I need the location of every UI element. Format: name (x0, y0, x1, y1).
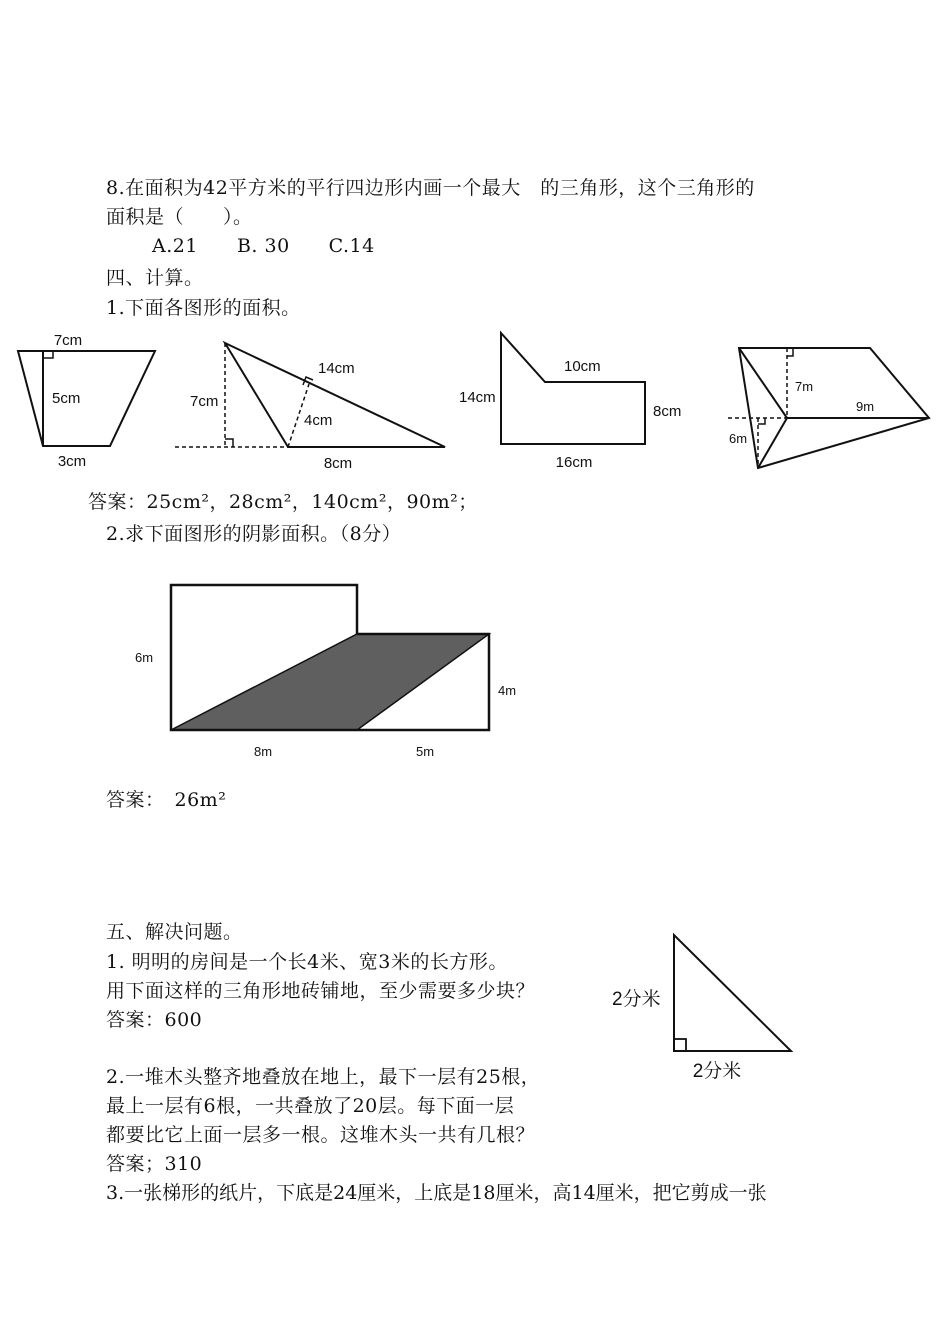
fig-d-base-label: 9m (856, 399, 875, 414)
quadrilateral-figure (728, 348, 929, 468)
fig-a-height-label: 5cm (52, 390, 81, 407)
s5-q3-line1: 3.一张梯形的纸片，下底是24厘米，上底是18厘米，高14厘米，把它剪成一张 (106, 1182, 767, 1204)
fig-c-top-label: 10cm (564, 358, 601, 375)
q2-answer: 答案： 26m² (106, 789, 227, 811)
fig-c-left-label: 14cm (459, 389, 496, 406)
area-figures (0, 325, 950, 475)
fig-b-height-label: 7cm (190, 393, 219, 410)
section4-heading: 四、计算。 (106, 267, 204, 289)
pentagon-figure (459, 333, 681, 471)
shade-right-label: 4m (498, 683, 517, 698)
fig-b-base-label: 8cm (323, 455, 353, 472)
s5-q1-line1: 1. 明明的房间是一个长4米、宽3米的长方形。 (106, 951, 508, 973)
triangle-tile-figure (600, 920, 820, 1090)
s5-q1-line2: 用下面这样的三角形地砖铺地，至少需要多少块？ (106, 980, 536, 1002)
tile-side-label: 2分米 (612, 989, 661, 1010)
s5-q1-answer: 答案：600 (106, 1009, 203, 1031)
fig-d-h2-label: 6m (729, 431, 748, 446)
q1-answer: 答案：25cm²，28cm²，140cm²，90m²； (88, 491, 478, 513)
fig-d-h1-label: 7m (795, 379, 814, 394)
q8-line1: 8.在面积为42平方米的平行四边形内画一个最大 的三角形，这个三角形的 (106, 177, 755, 199)
section5-heading: 五、解决问题。 (106, 921, 243, 943)
fig-c-bottom-label: 16cm (555, 454, 593, 471)
s5-q2-line3: 都要比它上面一层多一根。这堆木头一共有几根？ (106, 1124, 536, 1146)
shade-bottom-left-label: 8m (253, 744, 273, 759)
shade-bottom-right-label: 5m (415, 744, 435, 759)
q8-options: A.21 B. 30 C.14 (152, 235, 375, 257)
q8-line2: 面积是（ ）。 (106, 206, 253, 228)
q2-title: 2.求下面图形的阴影面积。（8分） (106, 523, 402, 545)
s5-q2-answer: 答案；310 (106, 1153, 203, 1175)
shade-left-label: 6m (135, 650, 154, 665)
s5-q2-line2: 最上一层有6根，一共叠放了20层。每下面一层 (106, 1095, 515, 1117)
fig-b-inner-label: 4cm (304, 412, 333, 429)
tile-base-label: 2分米 (692, 1061, 742, 1082)
shaded-figure (0, 575, 560, 765)
fig-c-right-label: 8cm (653, 403, 682, 420)
shaded-parallelogram (171, 634, 489, 730)
triangle-figure (175, 343, 445, 472)
fig-a-top-label: 7cm (53, 332, 83, 349)
s5-q2-line1: 2.一堆木头整齐地叠放在地上，最下一层有25根， (106, 1066, 541, 1088)
fig-b-hyp-label: 14cm (318, 360, 355, 377)
trapezoid-figure (18, 332, 155, 470)
fig-a-bottom-label: 3cm (57, 453, 87, 470)
q1-title: 1.下面各图形的面积。 (106, 297, 301, 319)
